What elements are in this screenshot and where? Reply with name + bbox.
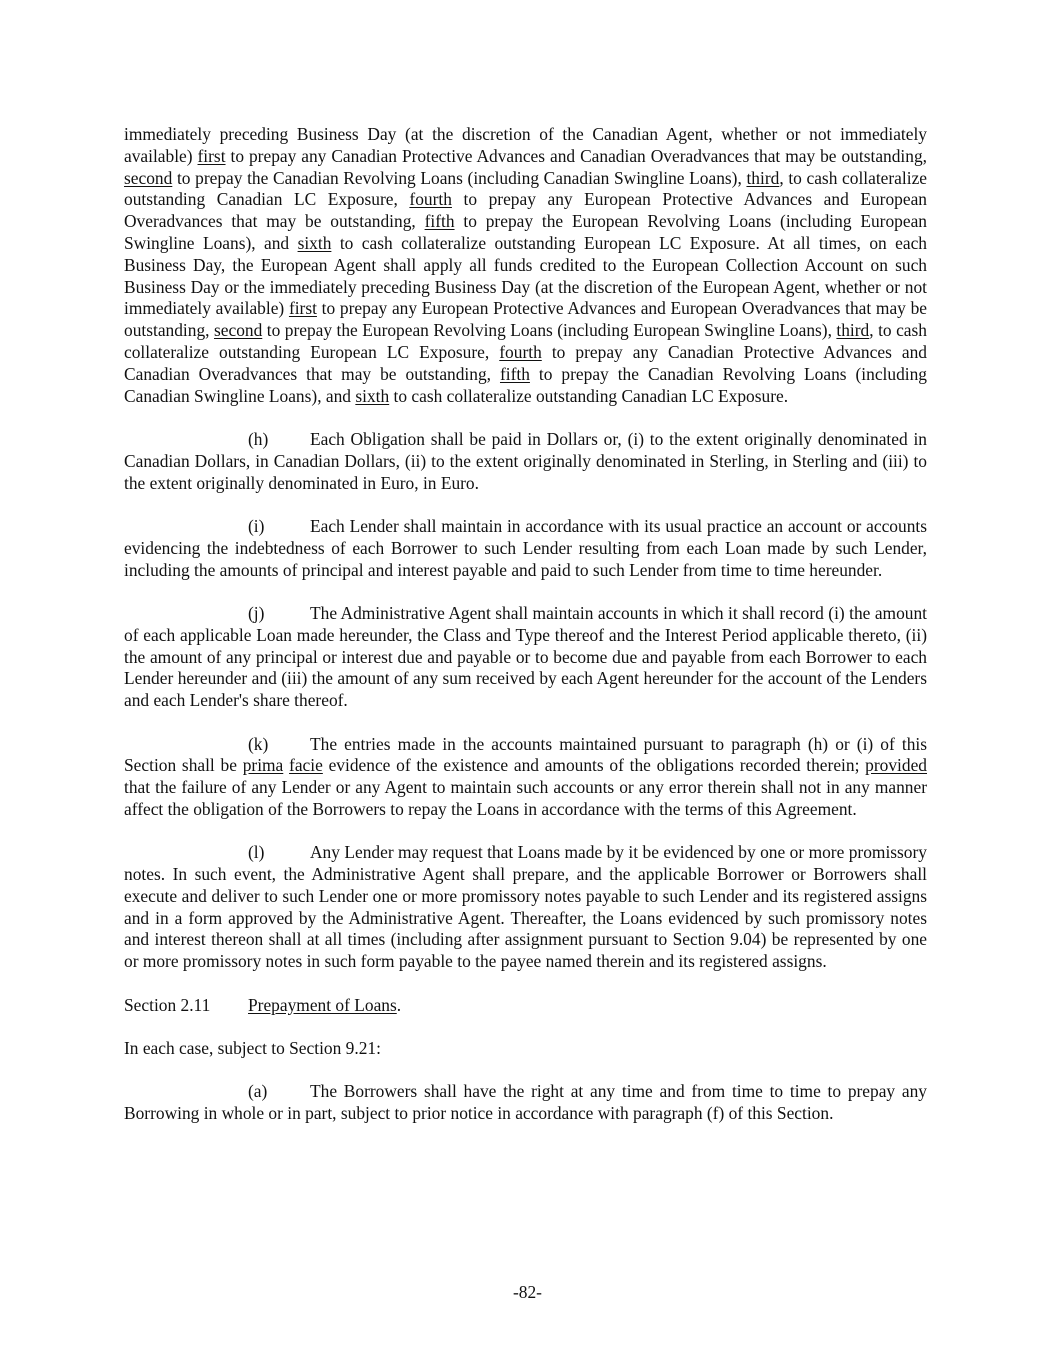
text-span: to prepay any European Protective Advances and European Overadvances that may be outstanding, bbox=[124, 189, 927, 232]
paragraph-text: Each Lender shall maintain in accordance with its usual practice an account or accounts evidencing the indebtedness of each Borrower to such Lender resulting from each Loan made by such Lender, including the amounts of principal and interest payable and paid to such Lender from time to time hereunder. bbox=[124, 515, 927, 580]
text-span: to prepay the Canadian Revolving Loans (including Canadian Swingline Loans), bbox=[172, 167, 747, 188]
paragraph-label: (k) bbox=[248, 733, 269, 754]
paragraph-i bbox=[124, 516, 927, 581]
paragraph-l bbox=[124, 842, 927, 973]
text-span: , to cash collateralize outstanding European LC Exposure, bbox=[124, 320, 927, 362]
text-span: to prepay any European Protective Advances and European Overadvances that may be outstanding, bbox=[124, 298, 927, 341]
text-span: to prepay the European Revolving Loans (including European Swingline Loans), bbox=[262, 320, 837, 341]
underlined-term: third bbox=[746, 167, 780, 188]
paragraph-text: Each Obligation shall be paid in Dollars or, (i) to the extent originally denominated in Canadian Dollars, in Canadian Dollars, (ii) to the extent originally denominated in Sterling, in Sterling and (iii) to the extent originally denominated in Euro, in Euro. bbox=[124, 428, 927, 493]
text-span: to cash collateralize outstanding European LC Exposure. At all times, on each Business Day, the European Agent shall apply all funds credited to the European Collection Account on such Business Day or the immediately preceding Business Day (at the discretion of the European Agent, whether or not immediately available) bbox=[124, 232, 927, 319]
text-span: to prepay the Canadian Revolving Loans (including Canadian Swingline Loans), and bbox=[124, 363, 927, 406]
paragraph-label: (h) bbox=[248, 428, 269, 449]
paragraph-label: (a) bbox=[248, 1081, 268, 1102]
text-span: to cash collateralize outstanding Canadian LC Exposure. bbox=[389, 385, 789, 406]
section-title-period: . bbox=[396, 994, 402, 1015]
text-span: to prepay the European Revolving Loans (including European Swingline Loans), and bbox=[124, 211, 927, 253]
text-span: , to cash collateralize outstanding Canadian LC Exposure, bbox=[124, 167, 928, 210]
paragraph-continued bbox=[124, 124, 927, 407]
underlined-term: second bbox=[213, 320, 263, 341]
paragraph-label: (i) bbox=[248, 515, 265, 536]
text-span: immediately preceding Business Day (at the discretion of the Canadian Agent, whether or not immediately available) bbox=[124, 124, 927, 166]
document-page bbox=[124, 124, 927, 1147]
underlined-term: fifth bbox=[424, 211, 455, 232]
underlined-term: sixth bbox=[297, 232, 332, 253]
section-heading bbox=[124, 995, 927, 1017]
underlined-term: provided bbox=[865, 755, 927, 776]
underlined-term: third bbox=[836, 320, 870, 341]
text-span: to prepay any Canadian Protective Advances and Canadian Overadvances that may be outstanding, bbox=[124, 341, 927, 384]
paragraph-k bbox=[124, 734, 927, 821]
paragraph-label: (l) bbox=[248, 842, 265, 863]
paragraph-text: The Administrative Agent shall maintain accounts in which it shall record (i) the amount of each applicable Loan made hereunder, the Class and Type thereof and the Interest Period applicable thereto, (ii) the amount of any principal or interest due and payable or to become due and payable from each Borrower to each Lender hereunder and (iii) the amount of any sum received by each Agent hereunder for the account of the Lenders and each Lender's share thereof. bbox=[124, 602, 927, 711]
text-span: evidence of the existence and amounts of the obligations recorded therein; bbox=[322, 755, 866, 776]
underlined-term: fourth bbox=[499, 341, 542, 362]
underlined-term: first bbox=[197, 145, 226, 166]
underlined-term: fifth bbox=[499, 363, 530, 384]
text-span: that the failure of any Lender or any Agent to maintain such accounts or any error therein shall not in any manner affect the obligation of the Borrowers to repay the Loans in accordance with the terms of this Agreement. bbox=[124, 777, 927, 819]
text-span: to prepay any Canadian Protective Advances and Canadian Overadvances that may be outstanding, bbox=[225, 145, 927, 166]
underlined-term: fourth bbox=[409, 189, 452, 210]
section-intro: In each case, subject to Section 9.21: bbox=[124, 1038, 381, 1059]
paragraph-a bbox=[124, 1081, 927, 1125]
paragraph-text: The Borrowers shall have the right at any time and from time to time to prepay any Borrowing in whole or in part, subject to prior notice in accordance with paragraph (f) of this Section. bbox=[124, 1081, 927, 1124]
paragraph-text: Any Lender may request that Loans made by it be evidenced by one or more promissory notes. In such event, the Administrative Agent shall prepare, and the applicable Borrower or Borrowers shall execute and deliver to such Lender one or more promissory notes payable to such Lender and its registered assigns and in a form approved by the Administrative Agent. Thereafter, the Loans evidenced by such promissory notes and interest thereon shall at all times (including after assignment pursuant to Section 9.04) be represented by one or more promissory notes in such form payable to the payee named therein and its registered assigns. bbox=[124, 842, 927, 972]
underlined-term: prima bbox=[242, 755, 284, 776]
page-number: -82- bbox=[513, 1282, 542, 1302]
section-title: Prepayment of Loans bbox=[248, 994, 397, 1015]
paragraph-h bbox=[124, 429, 927, 494]
underlined-term: second bbox=[124, 167, 173, 188]
underlined-term: facie bbox=[289, 755, 323, 776]
paragraph-j bbox=[124, 603, 927, 712]
underlined-term: first bbox=[288, 298, 317, 319]
underlined-term: sixth bbox=[355, 385, 390, 406]
text-span: The entries made in the accounts maintained pursuant to paragraph (h) or (i) of this Section shall be bbox=[124, 733, 927, 776]
paragraph-label: (j) bbox=[248, 602, 265, 623]
section-number: Section 2.11 bbox=[124, 994, 211, 1015]
